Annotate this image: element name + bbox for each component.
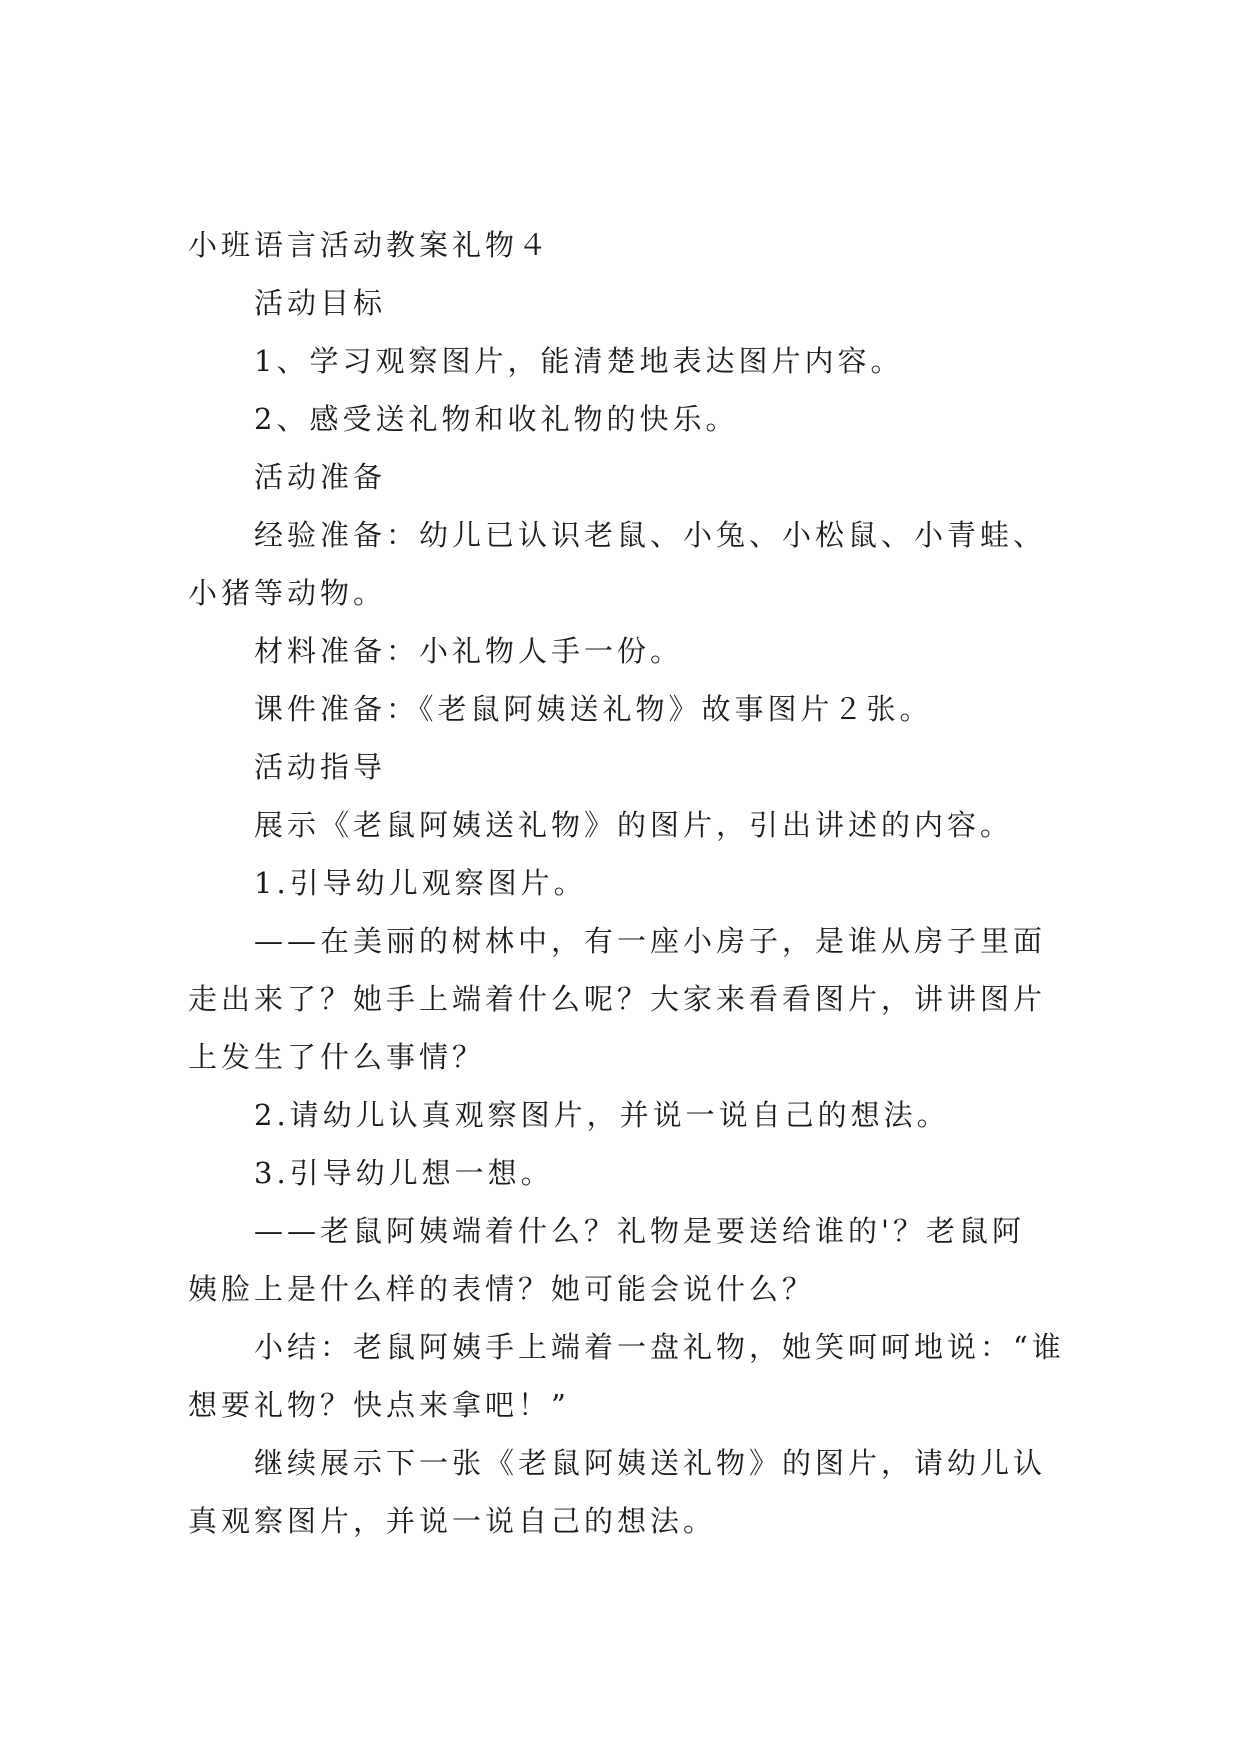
paragraph-line: 1、学习观察图片，能清楚地表达图片内容。 (254, 344, 904, 378)
paragraph-line: ——在美丽的树林中，有一座小房子，是谁从房子里面 (254, 924, 1047, 958)
heading-activity-preparation: 活动准备 (254, 460, 387, 494)
paragraph-line: 3.引导幼儿想一想。 (254, 1156, 554, 1190)
paragraph-line: 课件准备：《老鼠阿姨送礼物》故事图片２张。 (254, 692, 933, 726)
paragraph-line: 想要礼物？快点来拿吧！” (188, 1388, 570, 1422)
paragraph-line: 经验准备：幼儿已认识老鼠、小兔、小松鼠、小青蛙、 (254, 518, 1047, 552)
paragraph-line: ——老鼠阿姨端着什么？礼物是要送给谁的'？老鼠阿 (254, 1214, 1025, 1248)
paragraph-line: 小猪等动物。 (188, 576, 387, 610)
paragraph-line: 1.引导幼儿观察图片。 (254, 866, 587, 900)
paragraph-line: 小结：老鼠阿姨手上端着一盘礼物，她笑呵呵地说：“谁 (254, 1330, 1065, 1364)
paragraph-line: 展示《老鼠阿姨送礼物》的图片，引出讲述的内容。 (254, 808, 1014, 842)
paragraph-line: 材料准备：小礼物人手一份。 (254, 634, 684, 668)
heading-activity-goals: 活动目标 (254, 286, 387, 320)
paragraph-line: 继续展示下一张《老鼠阿姨送礼物》的图片，请幼儿认 (254, 1446, 1047, 1480)
heading-activity-guidance: 活动指导 (254, 750, 387, 784)
paragraph-line: 姨脸上是什么样的表情？她可能会说什么？ (188, 1272, 816, 1306)
paragraph-line: 上发生了什么事情？ (188, 1040, 486, 1074)
document-title: 小班语言活动教案礼物４ (188, 228, 552, 262)
paragraph-line: 真观察图片，并说一说自己的想法。 (188, 1504, 717, 1538)
paragraph-line: 走出来了？她手上端着什么呢？大家来看看图片，讲讲图片 (188, 982, 1047, 1016)
paragraph-line: 2.请幼儿认真观察图片，并说一说自己的想法。 (254, 1098, 950, 1132)
paragraph-line: 2、感受送礼物和收礼物的快乐。 (254, 402, 739, 436)
